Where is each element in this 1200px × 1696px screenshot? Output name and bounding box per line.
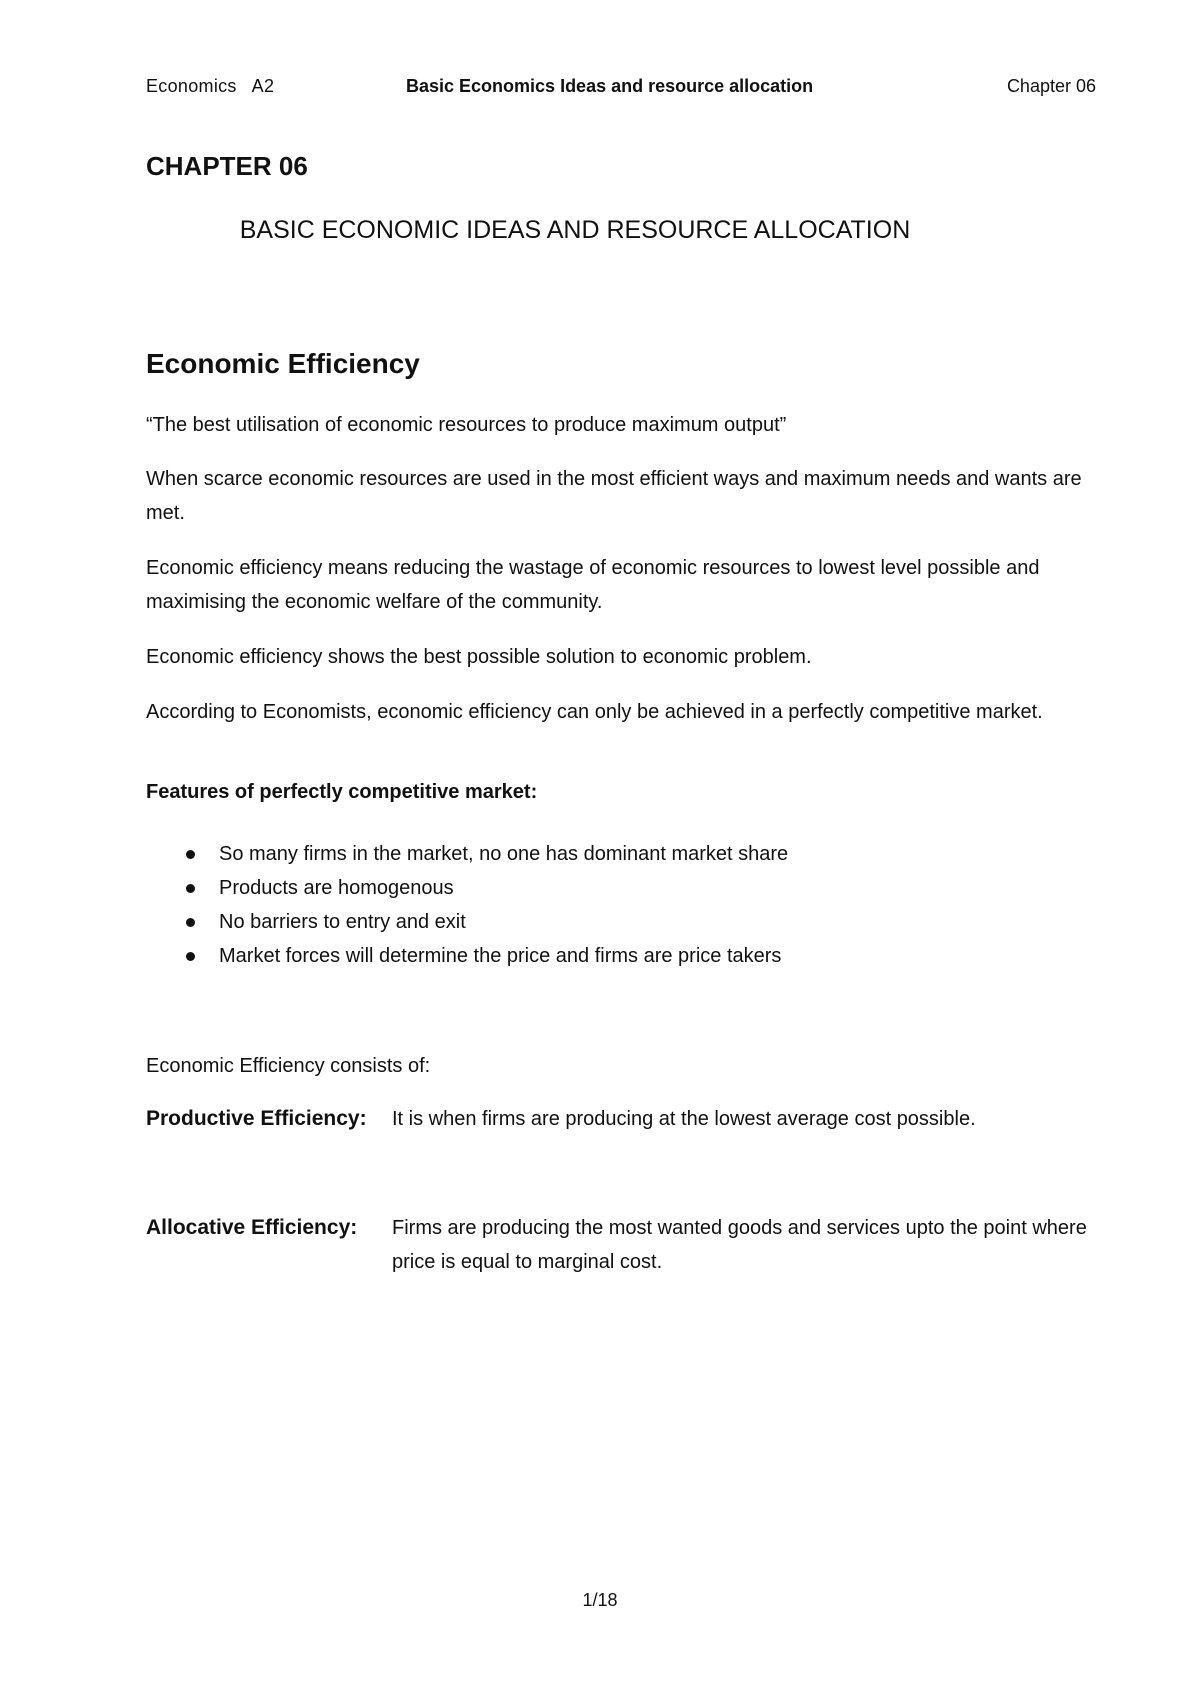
- term-definition: It is when firms are producing at the lowest average cost possible.: [392, 1108, 976, 1130]
- list-item: [146, 871, 1096, 905]
- list-item-text: Market forces will determine the price and firms are price takers: [219, 945, 782, 967]
- consists-intro: Economic Efficiency consists of:: [146, 1055, 431, 1077]
- paragraph: Economic efficiency shows the best possible solution to economic problem.: [146, 646, 812, 668]
- paragraph: Economic efficiency means reducing the wastage of economic resources to lowest level possible and maximising the economic welfare of the community.: [146, 557, 1040, 613]
- term-label: Allocative Efficiency:: [146, 1216, 358, 1239]
- feature-list: [146, 837, 1096, 973]
- list-item-text: No barriers to entry and exit: [219, 911, 466, 933]
- list-item: [146, 939, 1096, 973]
- paragraph: When scarce economic resources are used in the most efficient ways and maximum needs and wants are met.: [146, 468, 1082, 524]
- term-label: Productive Efficiency:: [146, 1107, 367, 1130]
- definition-quote: “The best utilisation of economic resources to produce maximum output”: [146, 414, 787, 436]
- term-definition: Firms are producing the most wanted goods and services upto the point where price is equal to marginal cost.: [392, 1217, 1087, 1273]
- list-item: [146, 837, 1096, 871]
- bullet-icon: [186, 918, 195, 927]
- bullet-icon: [186, 952, 195, 961]
- bullet-icon: [186, 884, 195, 893]
- features-heading: Features of perfectly competitive market:: [146, 781, 538, 803]
- header-document-title: Basic Economics Ideas and resource allocation: [406, 76, 814, 96]
- paragraph: According to Economists, economic efficiency can only be achieved in a perfectly competitive market.: [146, 701, 1043, 723]
- bullet-icon: [186, 850, 195, 859]
- header-chapter: Chapter 06: [1006, 76, 1096, 96]
- chapter-number: CHAPTER 06: [146, 151, 308, 181]
- list-item: [146, 905, 1096, 939]
- page-number: 1/18: [582, 1590, 618, 1610]
- list-item-text: Products are homogenous: [219, 877, 454, 899]
- chapter-title: BASIC ECONOMIC IDEAS AND RESOURCE ALLOCATION: [239, 216, 911, 244]
- running-header: [146, 76, 1096, 102]
- section-heading: Economic Efficiency: [146, 348, 420, 379]
- header-subject: Economics A2: [146, 76, 275, 96]
- list-item-text: So many firms in the market, no one has dominant market share: [219, 843, 789, 865]
